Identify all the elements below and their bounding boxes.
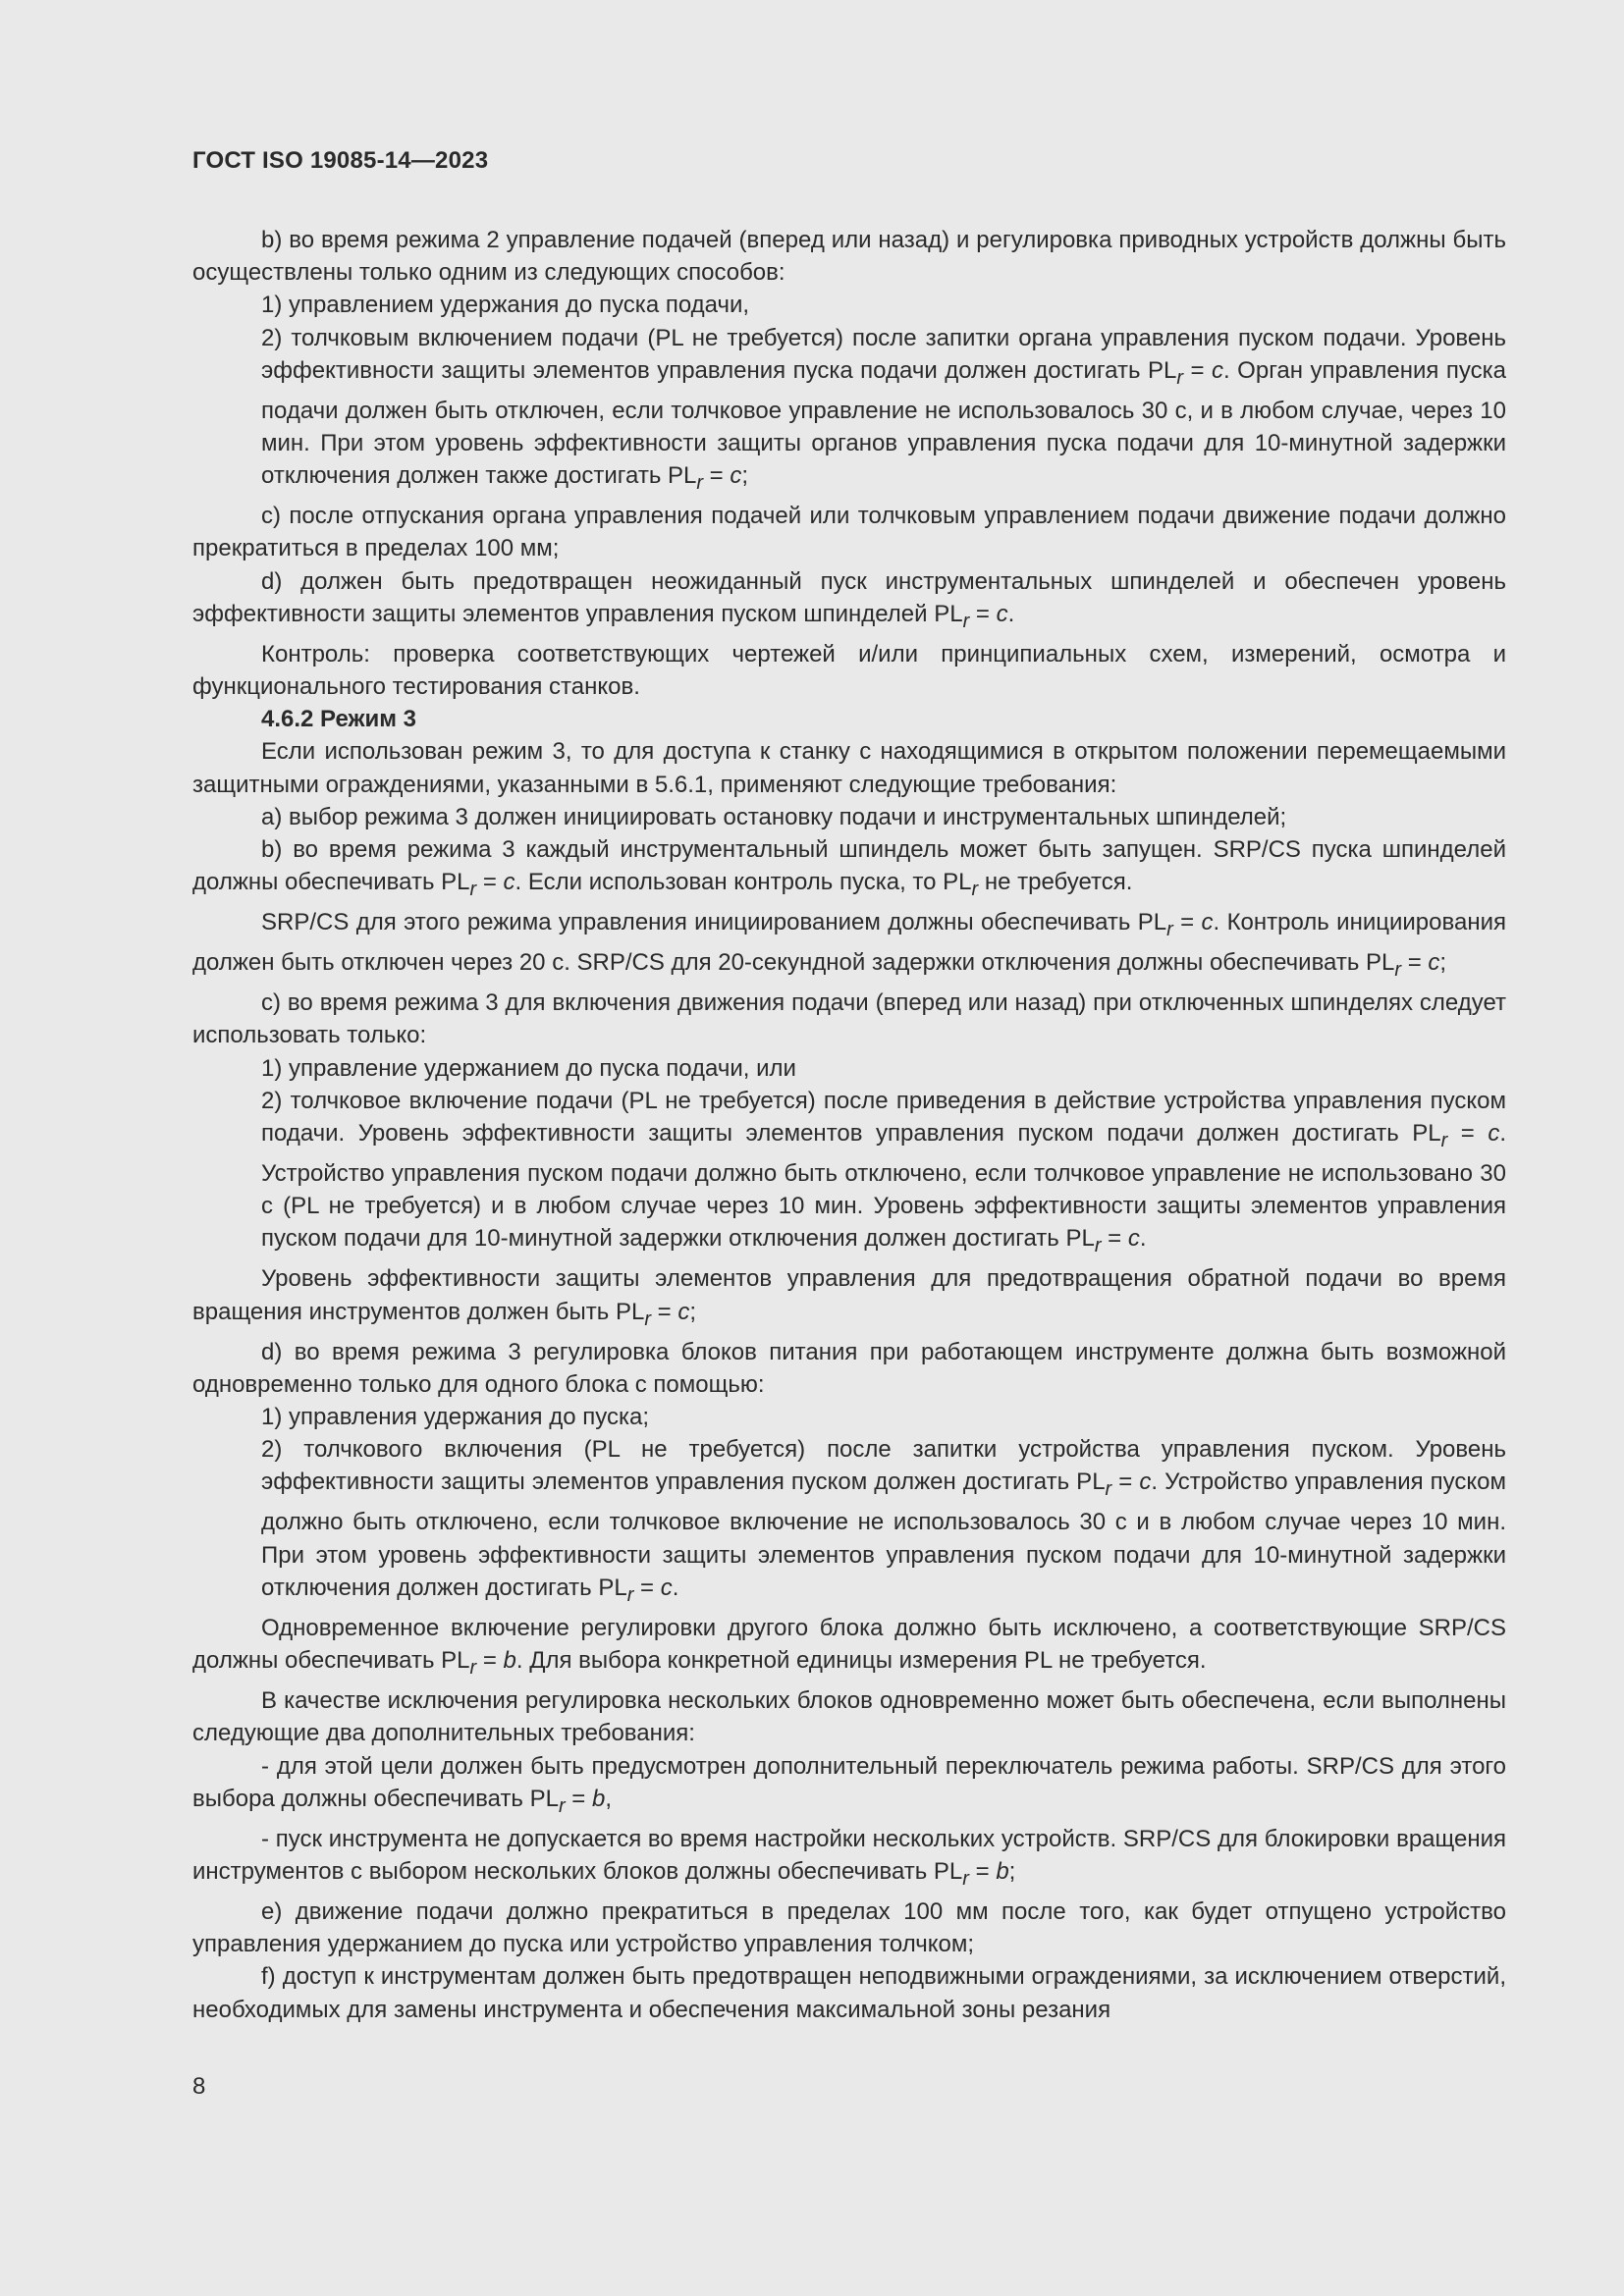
paragraph-c-mode3: c) во время режима 3 для включения движения подачи (вперед или назад) при отключенных шпинделях следует использовать только: <box>192 989 1506 1049</box>
paragraph-d-mode3: d) во время режима 3 регулировка блоков питания при работающем инструменте должна быть возможной одновременно только для одного блока с помощью: <box>192 1338 1506 1398</box>
list-item-1: 1) управлением удержания до пуска подачи, <box>261 292 750 319</box>
paragraph-srpcs-initiation: SRP/CS для этого режима управления инициированием должны обеспечивать $PL_r = c$. Контроль инициирования должен быть отключен через 20 с. SRP/CS для 20-секундной задержки отключения должны обеспечивать $PL_r = c$; <box>192 909 1506 982</box>
paragraph-a-mode3: a) выбор режима 3 должен инициировать остановку подачи и инструментальных шпинделей; <box>261 803 1287 830</box>
paragraph-b-mode2: b) во время режима 2 управление подачей (вперед или назад) и регулировка приводных устройств должны быть осуществлены только одним из следующих способов: <box>192 227 1506 287</box>
paragraph-d: d) должен быть предотвращен неожиданный пуск инструментальных шпинделей и обеспечен уровень эффективности защиты элементов управления пуском шпинделей $PL_r = c$. <box>192 567 1506 632</box>
paragraph-mode3-intro: Если использован режим 3, то для доступа к станку с находящимися в открытом положении перемещаемыми защитными ограждениями, указанными в 5.6.1, применяют следующие требования: <box>192 738 1506 798</box>
paragraph-b-mode3: b) во время режима 3 каждый инструментальный шпиндель может быть запущен. SRP/CS пуска шпинделей должны обеспечивать $PL_r = c$. Если использован контроль пуска, то $PL_r$ не требуется. <box>192 836 1506 901</box>
paragraph-c: c) после отпускания органа управления подачей или толчковым управлением подачи движение подачи должно прекратиться в пределах 100 мм; <box>192 503 1506 562</box>
list-item-2: 2) толчковым включением подачи (PL не требуется) после запитки органа управления пуском подачи. Уровень эффективности защиты элементов управления пуска подачи должен достигать $PL_r = c$. Орган управления пуска подачи должен быть отключен, если толчковое управление не использовалось 30 с, и в любом случае, через 10 мин. При этом уровень эффективности защиты органов управления пуска подачи для 10-минутной задержки отключения должен также достигать $PL_r = c$; <box>261 324 1506 495</box>
list-item-2-mode3: 2) толчковое включение подачи (PL не требуется) после приведения в действие устройства управления пуском подачи. Уровень эффективности защиты элементов управления пуском подачи должен достигать $PL_r = c$. Устройство управления пуском подачи должно быть отключено, если толчковое управление не использовано 30 с (PL не требуется) и в любом случае через 10 мин. Уровень эффективности защиты элементов управления пуском подачи для 10-минутной задержки отключения должен достигать $PL_r = c$. <box>261 1087 1507 1257</box>
paragraph-simultaneous: Одновременное включение регулировки другого блока должно быть исключено, а соответствующие SRP/CS должны обеспечивать $PL_r = b$. Для выбора конкретной единицы измерения PL не требуется. <box>192 1614 1506 1679</box>
paragraph-f: f) доступ к инструментам должен быть предотвращен неподвижными ограждениями, за исключением отверстий, необходимых для замены инструмента и обеспечения максимальной зоны резания <box>192 1963 1506 2023</box>
document-body <box>192 224 1506 2026</box>
list-item-1-mode3: 1) управление удержанием до пуска подачи, или <box>261 1054 796 1082</box>
paragraph-reverse-feed: Уровень эффективности защиты элементов управления для предотвращения обратной подачи во время вращения инструментов должен быть $PL_r = c$; <box>192 1265 1506 1330</box>
section-heading-4-6-2: 4.6.2 Режим 3 <box>261 706 417 733</box>
list-item-2-units: 2) толчкового включения (PL не требуется) после запитки устройства управления пуском. Уровень эффективности защиты элементов управления пуском должен достигать $PL_r = c$. Устройство управления пуском должно быть отключено, если толчковое включение не использовалось 30 с и в любом случае через 10 мин. При этом уровень эффективности защиты элементов управления пуском подачи для 10-минутной задержки отключения должен достигать $PL_r = c$. <box>261 1436 1507 1606</box>
paragraph-e: e) движение подачи должно прекратиться в пределах 100 мм после того, как будет отпущено устройство управления удержанием до пуска или устройство управления толчком; <box>192 1897 1506 1958</box>
list-item-1-units: 1) управления удержания до пуска; <box>261 1404 649 1431</box>
dash-item-tool-start: - пуск инструмента не допускается во время настройки нескольких устройств. SRP/CS для блокировки вращения инструментов с выбором нескольких блоков должны обеспечивать $PL_r = b$; <box>192 1825 1506 1890</box>
document-header: ГОСТ ISO 19085-14—2023 <box>192 147 489 174</box>
dash-item-switch: - для этой цели должен быть предусмотрен дополнительный переключатель режима работы. SRP/CS для этого выбора должны обеспечивать $PL_r = b$, <box>192 1752 1506 1817</box>
paragraph-exception: В качестве исключения регулировка нескольких блоков одновременно может быть обеспечена, если выполнены следующие два дополнительных требования: <box>192 1687 1506 1747</box>
page-number: 8 <box>192 2073 206 2100</box>
paragraph-control: Контроль: проверка соответствующих чертежей и/или принципиальных схем, измерений, осмотра и функционального тестирования станков. <box>192 640 1506 701</box>
